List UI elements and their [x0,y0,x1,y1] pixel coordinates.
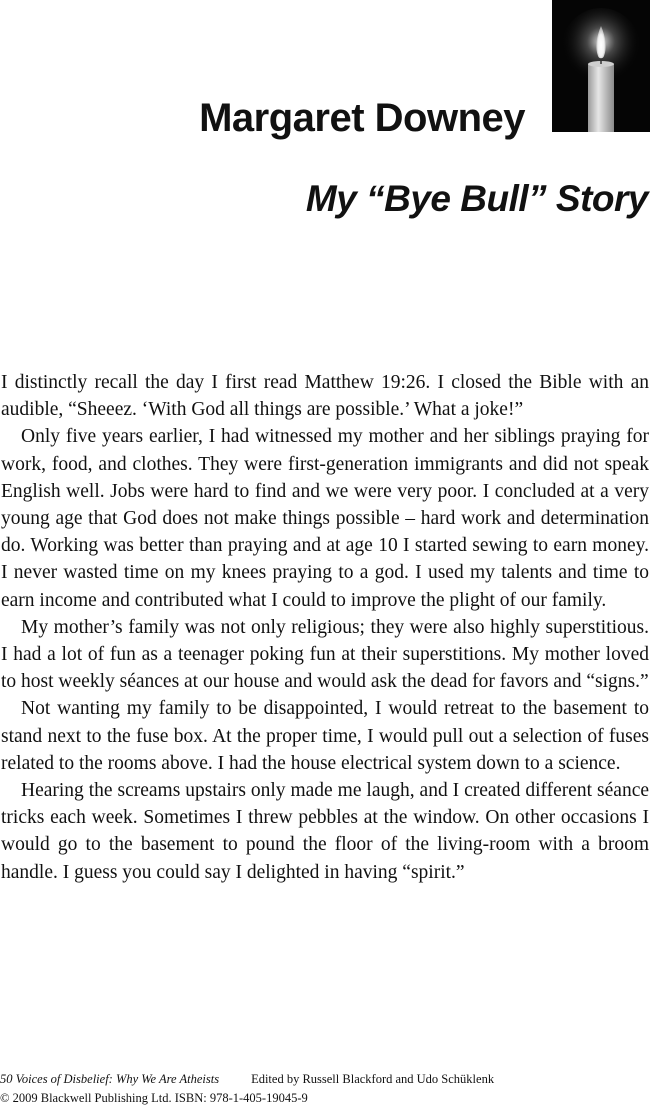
editors-credit: Edited by Russell Blackford and Udo Schüklenk [251,1072,495,1086]
author-name: Margaret Downey [199,96,525,140]
paragraph-2: Only five years earlier, I had witnessed my mother and her siblings praying for work, food, and clothes. They were first-generation immigrants and did not speak English well. Jobs were hard to find and we were very poor. I concluded at a very young age that God does not make things possible – hard work and determination do. Working was better than praying and at age 10 I started sewing to earn money. I never wasted time on my knees praying to a god. I used my talents and time to earn income and contributed what I could to improve the plight of our family. [1,426,649,611]
candle-icon [552,0,650,132]
paragraph-3: My mother’s family was not only religious; they were also highly superstitious. I had a lot of fun as a teenager poking fun at their superstitions. My mother loved to host weekly séances at our house and would ask the dead for favors and “signs.” [1,616,649,693]
page-footer [0,1070,650,1108]
paragraph-4: Not wanting my family to be disappointed, I would retreat to the basement to stand next to the fuse box. At the proper time, I would pull out a selection of fuses related to the rooms above. I had the house electrical system down to a science. [1,698,649,774]
article-body [1,369,649,886]
copyright-line: © 2009 Blackwell Publishing Ltd. ISBN: 978-1-405-19045-9 [0,1091,308,1105]
candle-photo [552,0,650,132]
paragraph-1: I distinctly recall the day I first read Matthew 19:26. I closed the Bible with an audible, “Sheeez. ‘With God all things are possible.’ What a joke!” [1,372,649,421]
paragraph-5: Hearing the screams upstairs only made me laugh, and I created different séance tricks each week. Sometimes I threw pebbles at the window. On other occasions I would go to the basement to pound the floor of the living-room with a broom handle. I guess you could say I delighted in having “spirit.” [1,780,649,883]
footer-line-1 [0,1070,650,1089]
book-title: 50 Voices of Disbelief: Why We Are Atheists [0,1072,220,1086]
story-title: My “Bye Bull” Story [305,178,648,219]
